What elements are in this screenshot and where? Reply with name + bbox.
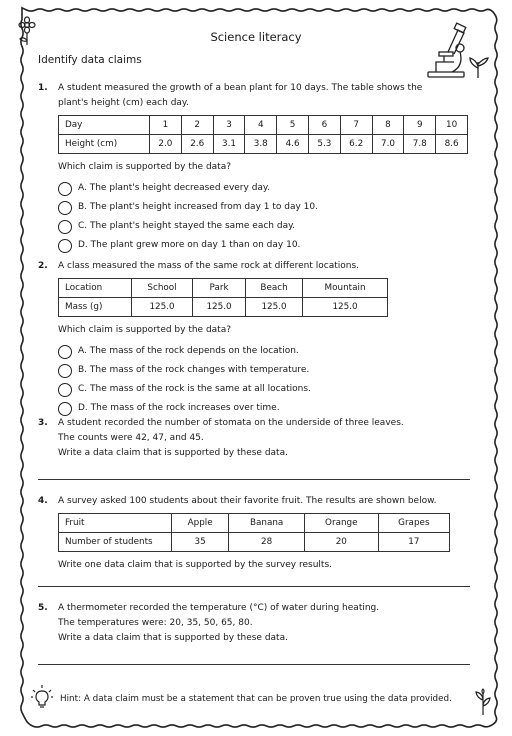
option-label: D. The mass of the rock increases over time. (78, 403, 280, 413)
section-heading: Identify data claims (38, 54, 142, 66)
table-cell: 8 (372, 116, 404, 135)
table-cell: Apple (172, 514, 229, 533)
radio-circle[interactable] (58, 402, 72, 416)
table-cell: 20 (304, 533, 378, 552)
question-prompt: Which claim is supported by the data? (58, 325, 232, 335)
radio-circle[interactable] (58, 182, 72, 196)
data-table (58, 278, 388, 317)
table-cell: Orange (304, 514, 378, 533)
table-cell: Mountain (303, 279, 388, 298)
table-cell: 4.6 (277, 135, 309, 154)
table-cell: 6 (308, 116, 340, 135)
question-text: The counts were 42, 47, and 45. (58, 433, 204, 443)
data-table (58, 513, 450, 552)
answer-option-c[interactable] (58, 380, 478, 399)
table-row (59, 533, 450, 552)
table-cell: Mass (g) (59, 298, 132, 317)
option-label: C. The plant's height stayed the same each day. (78, 221, 296, 231)
question-2 (38, 259, 478, 418)
question-number: 1. (38, 83, 48, 93)
radio-circle[interactable] (58, 345, 72, 359)
table-cell: 28 (229, 533, 305, 552)
option-label: C. The mass of the rock is the same at all locations. (78, 384, 311, 394)
answer-option-d[interactable] (58, 236, 478, 255)
table-cell: 125.0 (193, 298, 246, 317)
answer-option-a[interactable] (58, 342, 478, 361)
data-table (58, 115, 468, 154)
question-number: 5. (38, 603, 48, 613)
table-cell: 1 (150, 116, 182, 135)
question-5 (38, 601, 478, 646)
table-cell: 9 (404, 116, 436, 135)
table-cell: Grapes (378, 514, 449, 533)
answer-option-a[interactable] (58, 179, 478, 198)
question-number: 2. (38, 261, 48, 271)
question-text: A thermometer recorded the temperature (°C) of water during heating. (58, 603, 380, 613)
table-cell: 8.6 (436, 135, 468, 154)
question-1 (38, 81, 478, 255)
question-text: A student recorded the number of stomata on the underside of three leaves. (58, 418, 404, 428)
table-cell: Beach (246, 279, 303, 298)
radio-circle[interactable] (58, 239, 72, 253)
question-4 (38, 494, 478, 573)
table-cell: 2 (181, 116, 213, 135)
table-row (59, 298, 388, 317)
table-cell: School (132, 279, 193, 298)
table-cell: 4 (245, 116, 277, 135)
answer-options (58, 179, 478, 255)
table-cell: 3.1 (213, 135, 245, 154)
table-cell: Day (59, 116, 150, 135)
option-label: B. The plant's height increased from day 1 to day 10. (78, 202, 318, 212)
question-text: plant's height (cm) each day. (58, 98, 189, 108)
lightbulb-icon (30, 684, 54, 710)
question-text: A survey asked 100 students about their favorite fruit. The results are shown below. (58, 496, 437, 506)
table-cell: 3.8 (245, 135, 277, 154)
question-prompt: Write one data claim that is supported by the survey results. (58, 560, 332, 570)
table-row (59, 116, 468, 135)
table-cell: Banana (229, 514, 305, 533)
answer-option-c[interactable] (58, 217, 478, 236)
question-prompt: Write a data claim that is supported by these data. (58, 448, 288, 458)
table-cell: 125.0 (303, 298, 388, 317)
question-text: The temperatures were: 20, 35, 50, 65, 80. (58, 618, 253, 628)
table-cell: 7.0 (372, 135, 404, 154)
answer-line[interactable] (38, 586, 470, 587)
question-prompt: Which claim is supported by the data? (58, 162, 232, 172)
option-label: B. The mass of the rock changes with temperature. (78, 365, 310, 375)
radio-circle[interactable] (58, 220, 72, 234)
table-row (59, 514, 450, 533)
table-cell: 2.0 (150, 135, 182, 154)
answer-line[interactable] (38, 479, 470, 480)
question-number: 4. (38, 496, 48, 506)
plant-sprout-icon (474, 688, 492, 716)
hint-text: Hint: A data claim must be a statement that can be proven true using the data provided. (60, 694, 452, 704)
option-label: D. The plant grew more on day 1 than on day 10. (78, 240, 301, 250)
answer-option-b[interactable] (58, 198, 478, 217)
question-number: 3. (38, 418, 48, 428)
table-cell: 35 (172, 533, 229, 552)
option-label: A. The plant's height decreased every day. (78, 183, 270, 193)
radio-circle[interactable] (58, 201, 72, 215)
table-cell: 125.0 (246, 298, 303, 317)
question-text: A class measured the mass of the same rock at different locations. (58, 261, 360, 271)
table-cell: Number of students (59, 533, 172, 552)
table-cell: 5.3 (308, 135, 340, 154)
table-row (59, 135, 468, 154)
table-cell: 6.2 (340, 135, 372, 154)
option-label: A. The mass of the rock depends on the location. (78, 346, 299, 356)
table-cell: 5 (277, 116, 309, 135)
table-cell: 10 (436, 116, 468, 135)
answer-options (58, 342, 478, 418)
table-cell: 3 (213, 116, 245, 135)
table-cell: Park (193, 279, 246, 298)
table-cell: 7 (340, 116, 372, 135)
page-title: Science literacy (210, 30, 302, 44)
table-row (59, 279, 388, 298)
table-cell: 17 (378, 533, 449, 552)
table-cell: Fruit (59, 514, 172, 533)
radio-circle[interactable] (58, 383, 72, 397)
question-3 (38, 416, 478, 461)
radio-circle[interactable] (58, 364, 72, 378)
table-cell: 125.0 (132, 298, 193, 317)
answer-option-b[interactable] (58, 361, 478, 380)
table-cell: 2.6 (181, 135, 213, 154)
question-text: A student measured the growth of a bean plant for 10 days. The table shows the (58, 83, 423, 93)
question-prompt: Write a data claim that is supported by these data. (58, 633, 288, 643)
table-cell: Height (cm) (59, 135, 150, 154)
table-cell: Location (59, 279, 132, 298)
answer-line[interactable] (38, 664, 470, 665)
table-cell: 7.8 (404, 135, 436, 154)
